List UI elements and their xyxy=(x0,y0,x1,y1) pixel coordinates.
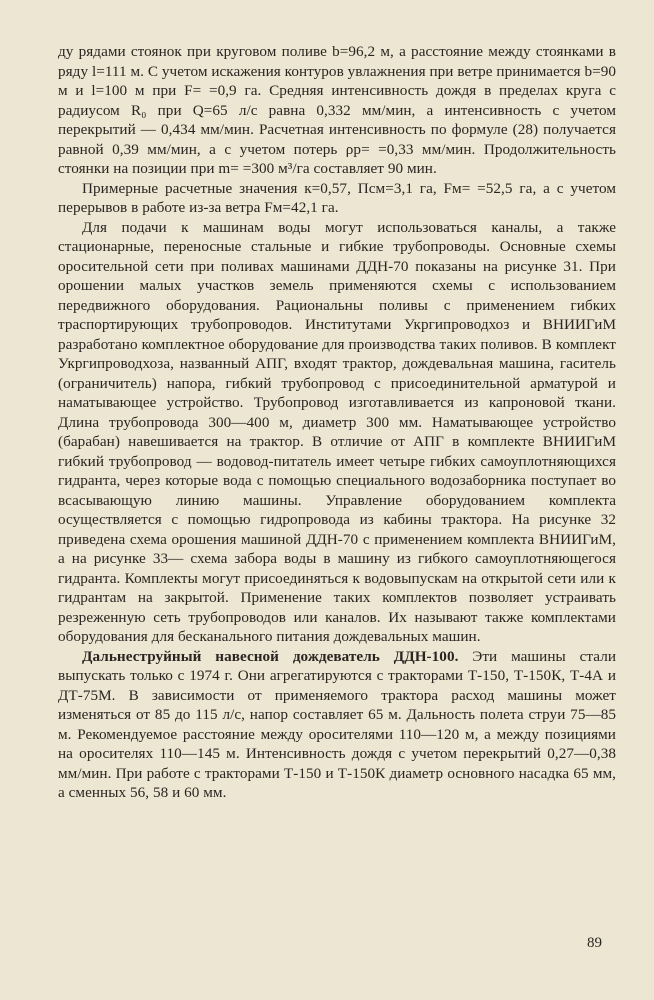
paragraph-4-heading: Дальнеструйный навесной дождеватель ДДН-100. xyxy=(82,647,459,665)
paragraph-1-text: ду рядами стоянок при круговом поливе b=96,2 м, а расстояние между стоянками в ряду l=111 м. С учетом искажения контуров увлажнения при ветре принимается b=90 м и l=100 м при F= =0,9 га. Средняя интенсивность дождя в пределах круга с радиусом R₀ при Q=65 л/с равна 0,332 мм/мин, а интенсивность с учетом перекрытий — 0,434 мм/мин. Расчетная интенсивность по формуле (28) получается равной 0,39 мм/мин, а с учетом потерь ρр= =0,33 мм/мин. Продолжительность стоянки на позиции при m= =300 м³/га составляет 90 мин. xyxy=(58,43,616,177)
paragraph-1 xyxy=(58,42,616,179)
paragraph-3-text: Для подачи к машинам воды могут использоваться каналы, а также стационарные, переносные стальные и гибкие трубопроводы. Основные схемы оросительной сети при поливах машинами ДДН-70 показаны на рисунке 31. При орошении малых участков земель применяются схемы с использованием передвижного оборудования. Рациональны поливы с применением гибких траспортирующих трубопроводов. Институтами Укргипроводхоз и ВНИИГиМ разработано комплектное оборудование для производства таких поливов. В комплект Укргипроводхоза, названный АПГ, входят трактор, дождевальная машина, гаситель (ограничитель) напора, гибкий трубопровод с присоединительной арматурой и наматывающее устройство. Трубопровод изготавливается из капроновой ткани. Длина трубопровода 300—400 м, диаметр 300 мм. Наматывающее устройство (барабан) навешивается на трактор. В отличие от АПГ в комплекте ВНИИГиМ гибкий трубопровод — водовод-питатель имеет четыре гибких самоуплотняющихся гидранта, через которые вода с помощью специального водозаборника поступает во всасывающую линию машины. Управление оборудованием комплекта осуществляется с помощью гидропровода из кабины трактора. На рисунке 32 приведена схема орошения машиной ДДН-70 с применением комплекта ВНИИГиМ, а на рисунке 33— схема забора воды в машину из гибкого самоуплотняющегося гидранта. Комплекты могут присоединяться к водовыпускам на открытой сети или к гидрантам на закрытой. Применение таких комплектов позволяет устраивать резреженную сеть трубопроводов или каналов. Их называют также комплектами оборудования для бесканального питания дождевальных машин. xyxy=(58,218,616,645)
page-number: 89 xyxy=(587,935,602,951)
paragraph-4 xyxy=(58,647,616,803)
paragraph-2-text: Примерные расчетные значения к=0,57, Псм=3,1 га, Fм= =52,5 га, а с учетом перерывов в работе из-за ветра Fм=42,1 га. xyxy=(58,179,616,216)
paragraph-4-text: Эти машины стали выпускать только с 1974 г. Они агрегатируются с тракторами Т-150, Т-150К, Т-4А и ДТ-75М. В зависимости от применяемого трактора расход машины может изменяться от 85 до 115 л/с, напор составляет 65 м. Дальность полета струи 75—85 м. Рекомендуемое расстояние между оросителями 110—120 м, а между позициями на оросителях 110—145 м. Интенсивность дождя с учетом перекрытий 0,27—0,38 мм/мин. При работе с тракторами Т-150 и Т-150К диаметр основного насадка 65 мм, а сменных 56, 58 и 60 мм. xyxy=(58,647,616,801)
paragraph-2 xyxy=(58,179,616,218)
paragraph-3 xyxy=(58,218,616,647)
